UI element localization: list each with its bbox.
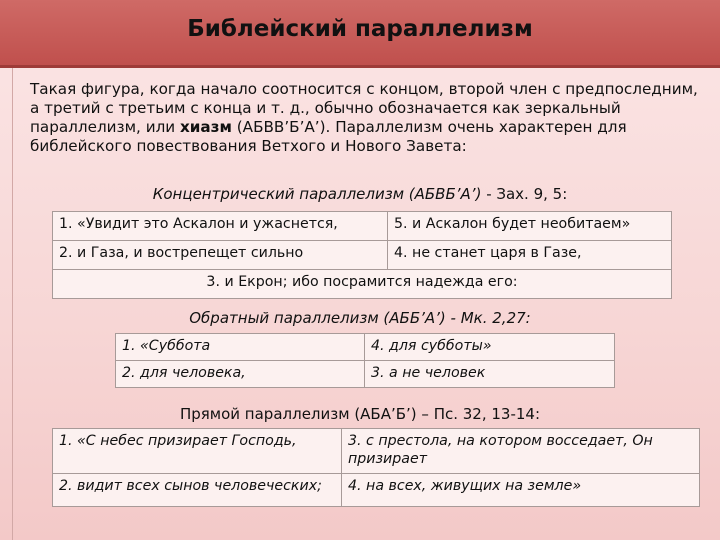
table-row — [116, 334, 615, 361]
table-cell: 3. а не человек — [365, 361, 615, 388]
direct-table — [52, 428, 700, 507]
table-row — [53, 212, 672, 241]
concentric-heading-ref: - Зах. 9, 5: — [481, 185, 568, 203]
concentric-heading-italic: Концентрический параллелизм (АБВБ’А’) — [152, 185, 482, 203]
table-cell: 2. и Газа, и вострепещет сильно — [53, 241, 388, 270]
table-cell: 3. с престола, на котором восседает, Он призирает — [342, 429, 700, 474]
slide-title: Библейский параллелизм — [187, 16, 533, 42]
table-cell: 4. не станет царя в Газе, — [388, 241, 672, 270]
reverse-table — [115, 333, 615, 388]
intro-paragraph — [30, 80, 710, 156]
table-cell: 1. «Увидит это Аскалон и ужаснется, — [53, 212, 388, 241]
table-cell: 4. на всех, живущих на земле» — [342, 474, 700, 507]
concentric-heading — [0, 185, 720, 203]
intro-text-1: Такая фигура, когда начало соотносится с концом, второй член с предпоследним, а третий с третьим с конца и т. д., обычно обозначается как зеркальный параллелизм, или — [30, 80, 698, 136]
table-cell-center: 3. и Екрон; ибо посрамится надежда его: — [53, 270, 672, 299]
reverse-heading: Обратный параллелизм (АББ’А’) - Мк. 2,27: — [189, 309, 531, 327]
intro-bold-term: хиазм — [179, 118, 232, 136]
table-cell: 1. «Суббота — [116, 334, 365, 361]
title-bar — [0, 0, 720, 68]
table-row — [53, 270, 672, 299]
table-cell: 2. для человека, — [116, 361, 365, 388]
direct-heading: Прямой параллелизм (АБА’Б’) – Пс. 32, 13-14: — [179, 405, 541, 423]
left-rule — [12, 68, 13, 540]
concentric-table — [52, 211, 672, 299]
table-cell: 4. для субботы» — [365, 334, 615, 361]
table-row — [53, 241, 672, 270]
table-cell: 1. «С небес призирает Господь, — [53, 429, 342, 474]
table-row — [53, 429, 700, 474]
table-cell: 2. видит всех сынов человеческих; — [53, 474, 342, 507]
intro-text-2: (АБВВ’Б’А’). Параллелизм очень характерен для библейского повествования Ветхого и Нового Завета: — [30, 118, 627, 155]
table-row — [116, 361, 615, 388]
table-cell: 5. и Аскалон будет необитаем» — [388, 212, 672, 241]
table-row — [53, 474, 700, 507]
